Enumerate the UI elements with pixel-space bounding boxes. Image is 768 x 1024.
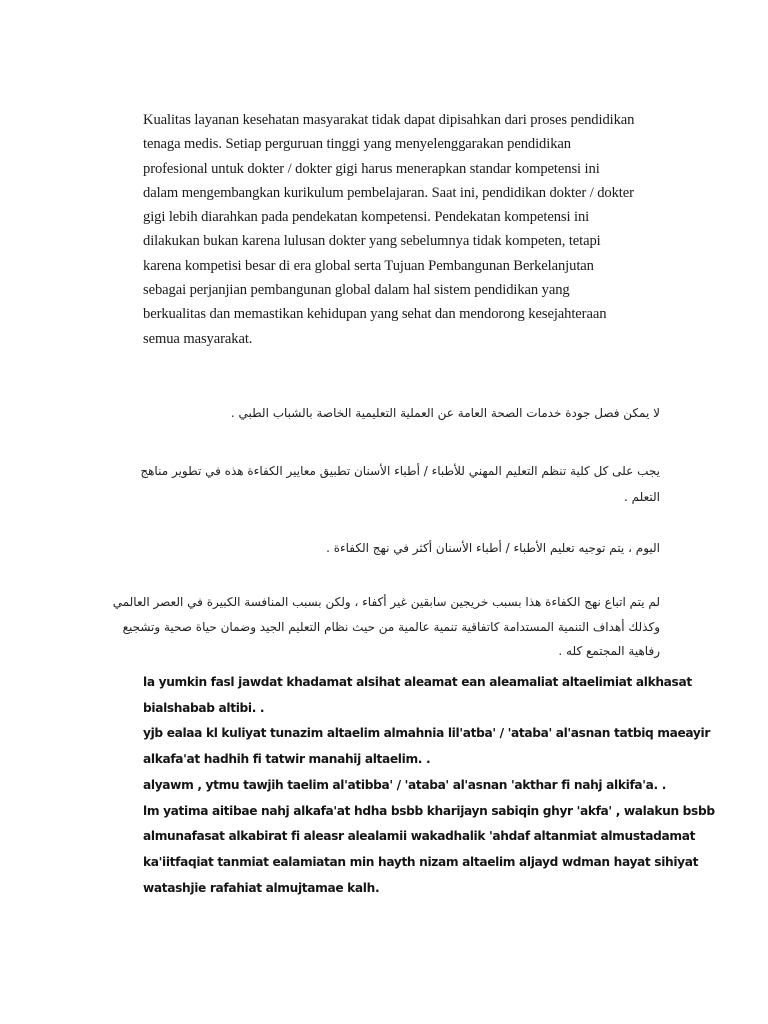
transliteration-line: ka'iitfaqiat tanmiat ealamiatan min hayth nizam altaelim aljayd wdman hayat sihiyat — [143, 854, 699, 869]
arabic-line: وكذلك أهداف التنمية المستدامة كاتفاقية تنمية عالمية من حيث نظام التعليم الجيد وضمان حياة صحية وتشجيع — [122, 619, 660, 634]
arabic-line: لا يمكن فصل جودة خدمات الصحة العامة عن العملية التعليمية الخاصة بالشباب الطبي . — [230, 406, 660, 420]
paragraph-line: tenaga medis. Setiap perguruan tinggi yang menyelenggarakan pendidikan — [143, 136, 571, 153]
arabic-sentence-4 — [113, 590, 660, 664]
arabic-line: رفاهية المجتمع كله . — [558, 644, 660, 658]
transliteration-line: bialshabab altibi. . — [143, 700, 265, 715]
transliteration-line: almunafasat alkabirat fi aleasr alealamii wakadhalik 'ahdaf altanmiat almustadamat — [143, 829, 696, 844]
transliteration-line: alkafa'at hadhih fi tatwir manahij altaelim. . — [143, 752, 431, 767]
transliteration-line: watashjie rafahiat almujtamae kalh. — [143, 880, 380, 895]
indonesian-paragraph — [143, 108, 673, 351]
arabic-line: يجب على كل كلية تنظم التعليم المهني للأطباء / أطباء الأسنان تطبيق معايير الكفاءة هذه في تطوير مناهج — [140, 464, 660, 478]
paragraph-line: profesional untuk dokter / dokter gigi harus menerapkan standar kompetensi ini — [143, 160, 600, 177]
paragraph-line: dalam mengembangkan kurikulum pembelajaran. Saat ini, pendidikan dokter / dokter — [143, 184, 634, 201]
paragraph-line: gigi lebih diarahkan pada pendekatan kompetensi. Pendekatan kompetensi ini — [143, 209, 590, 226]
paragraph-line: semua masyarakat. — [143, 330, 253, 347]
paragraph-line: dilakukan bukan karena lulusan dokter yang sebelumnya tidak kompeten, tetapi — [143, 233, 601, 250]
transliteration-line: yjb ealaa kl kuliyat tunazim altaelim almahnia lil'atba' / 'ataba' al'asnan tatbiq maeayir — [143, 726, 711, 741]
transliteration-paragraph — [143, 670, 715, 901]
transliteration-line: lm yatima aitibae nahj alkafa'at hdha bsbb kharijayn sabiqin ghyr 'akfa' , walakun bsbb — [143, 803, 715, 818]
paragraph-line: karena kompetisi besar di era global serta Tujuan Pembangunan Berkelanjutan — [143, 257, 594, 274]
arabic-line: لم يتم اتباع نهج الكفاءة هذا بسبب خريجين سابقين غير أكفاء ، ولكن بسبب المنافسة الكبيرة في العصر العالمي — [112, 595, 660, 609]
arabic-sentence-2 — [140, 458, 660, 510]
arabic-line: التعلم . — [624, 490, 660, 504]
transliteration-line: la yumkin fasl jawdat khadamat alsihat aleamat ean aleamaliat altaelimiat alkhasat — [143, 675, 692, 689]
arabic-line: اليوم ، يتم توجيه تعليم الأطباء / أطباء الأسنان أكثر في نهج الكفاءة . — [326, 541, 660, 555]
arabic-sentence-3 — [326, 538, 660, 558]
paragraph-line: berkualitas dan memastikan kehidupan yang sehat dan mendorong kesejahteraan — [143, 306, 607, 323]
transliteration-line: alyawm , ytmu tawjih taelim al'atibba' / 'ataba' al'asnan 'akthar fi nahj alkifa'a. . — [143, 777, 666, 792]
paragraph-line: sebagai perjanjian pembangunan global dalam hal sistem pendidikan yang — [143, 282, 570, 299]
paragraph-line: Kualitas layanan kesehatan masyarakat tidak dapat dipisahkan dari proses pendidikan — [143, 112, 635, 128]
arabic-sentence-1 — [231, 403, 660, 423]
